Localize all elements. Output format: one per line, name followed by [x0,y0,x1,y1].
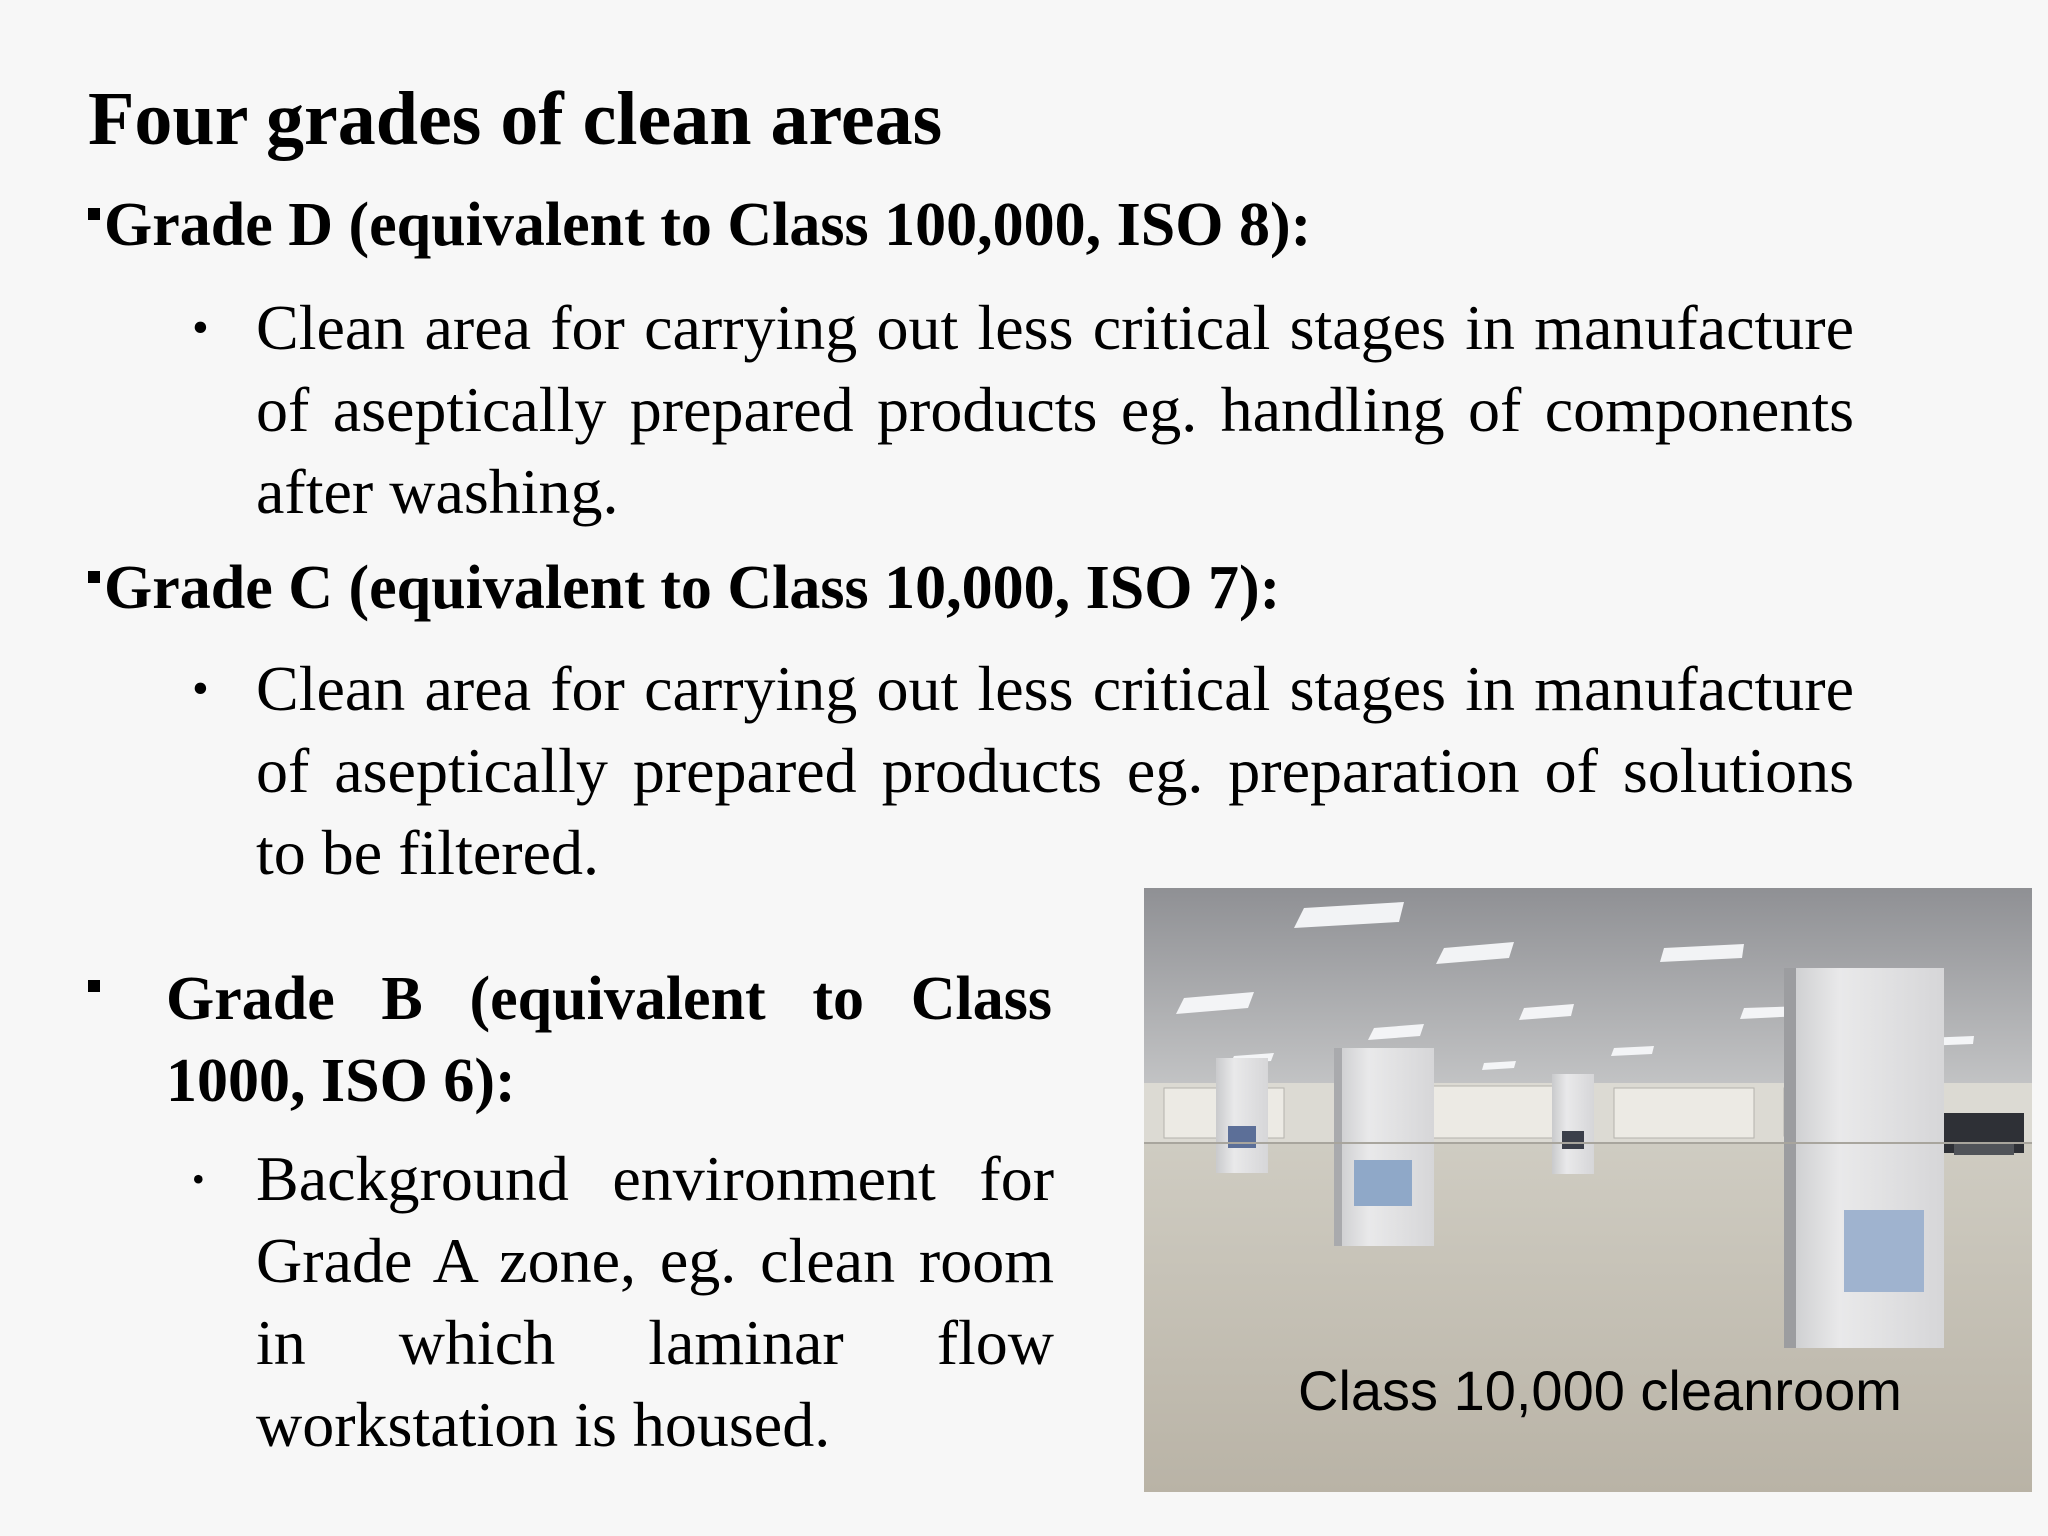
grade-d-bullet [192,287,1854,533]
dot-bullet-icon: • [192,1159,205,1199]
dot-bullet-icon: • [192,662,209,715]
square-bullet-icon [88,980,100,992]
grade-b-heading-text: Grade B (equivalent to Class 1000, ISO 6): [166,965,1052,1115]
square-bullet-icon [88,208,100,220]
photo-caption: Class 10,000 cleanroom [1298,1359,1902,1422]
dot-bullet-icon: • [192,301,209,354]
slide-title: Four grades of clean areas [88,77,943,161]
grade-d-heading-text: Grade D (equivalent to Class 100,000, ISO 8): [104,191,1312,259]
square-bullet-icon [88,571,100,583]
grade-c-heading-text: Grade C (equivalent to Class 10,000, ISO 7): [104,554,1281,622]
grade-b-bullet [192,1138,1054,1466]
grade-c-bullet [192,648,1854,894]
grade-b-heading [88,958,1054,1122]
grade-c-bullet-text: Clean area for carrying out less critical stages in manufacture of aseptically prepared products eg. preparation of solutions to be filtered. [256,653,1854,888]
grade-d-heading [88,190,1311,261]
grade-c-heading [88,553,1280,624]
grade-b-bullet-text: Background environment for Grade A zone, eg. clean room in which laminar flow workstation is housed. [256,1143,1054,1460]
grade-d-bullet-text: Clean area for carrying out less critical stages in manufacture of aseptically prepared products eg. handling of components after washing. [256,292,1854,527]
